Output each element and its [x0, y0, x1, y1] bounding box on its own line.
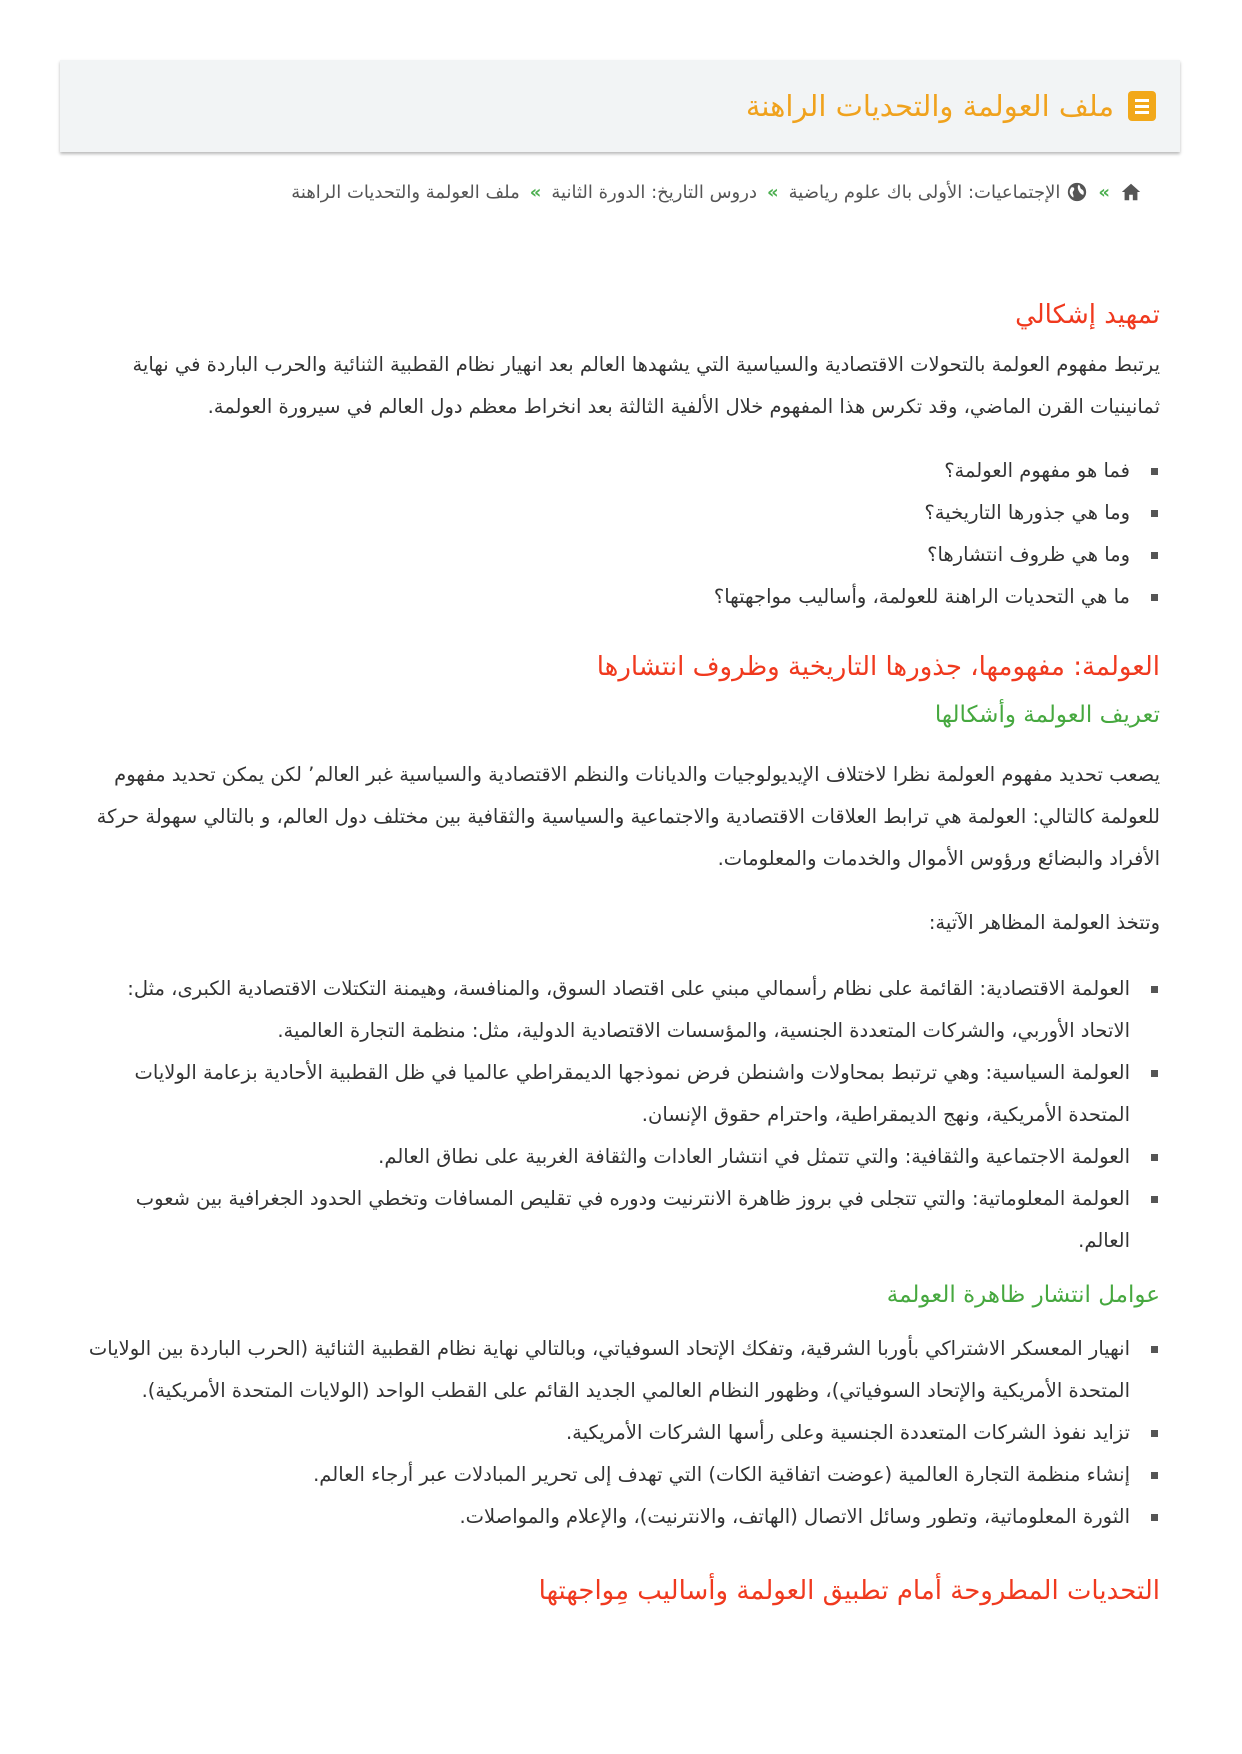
breadcrumb	[291, 177, 1142, 207]
list-item: وما هي ظروف انتشارها؟	[80, 534, 1130, 576]
breadcrumb-separator: »	[1098, 181, 1110, 203]
intro-paragraph: يرتبط مفهوم العولمة بالتحولات الاقتصادية والسياسية التي يشهدها العالم بعد انهيار نظام القطبية الثنائية والحرب الباردة في نهاية ثمانينيات القرن الماضي، وقد تكرس هذا المفهوم خلال الألفية الثالثة بعد انخراط معظم دول العالم في سيرورة العولمة.	[132, 353, 1160, 418]
breadcrumb-item[interactable]: الإجتماعيات: الأولى باك علوم رياضية	[788, 181, 1061, 203]
breadcrumb-separator: »	[766, 181, 779, 203]
list-item: انهيار المعسكر الاشتراكي بأوربا الشرقية، وتفكك الإتحاد السوفياتي، وبالتالي نهاية نظام القطبية الثنائية (الحرب الباردة بين الولايات المتحدة الأمريكية والإتحاد السوفياتي)، وظهور النظام العالمي الجديد القائم على القطب الواحد (الولايات المتحدة الأمريكية).	[80, 1328, 1130, 1412]
section2-heading: التحديات المطروحة أمام تطبيق العولمة وأساليب مِواجهتها	[538, 1576, 1160, 1606]
list-item: الثورة المعلوماتية، وتطور وسائل الاتصال (الهاتف، والانترنيت)، والإعلام والمواصلات.	[80, 1496, 1130, 1538]
aspects-list	[80, 968, 1160, 1262]
breadcrumb-item[interactable]: دروس التاريخ: الدورة الثانية	[551, 181, 757, 203]
definition-paragraph: يصعب تحديد مفهوم العولمة نظرا لاختلاف الإيديولوجيات والديانات والنظم الاقتصادية والسياسية غبر العالم’ لكن يمكن تحديد مفهوم للعولمة كالتالي: العولمة هي ترابط العلاقات الاقتصادية والاجتماعية والسياسية والثقافية بين مختلف دول العالم، و بالتالي سهولة حركة الأفراد والبضائع ورؤوس الأموال والخدمات والمعلومات.	[96, 763, 1160, 870]
list-item: العولمة المعلوماتية: والتي تتجلى في بروز ظاهرة الانترنيت ودوره في تقليص المسافات وتخطي الحدود الجغرافية بين شعوب العالم.	[80, 1178, 1130, 1262]
intro-heading: تمهيد إشكالي	[1015, 300, 1160, 330]
list-item: تزايد نفوذ الشركات المتعددة الجنسية وعلى رأسها الشركات الأمريكية.	[80, 1412, 1130, 1454]
list-item: فما هو مفهوم العولمة؟	[80, 450, 1130, 492]
globe-icon	[1066, 181, 1088, 203]
document-icon	[1128, 91, 1156, 121]
list-item: العولمة السياسية: وهي ترتبط بمحاولات واشنطن فرض نموذجها الديمقراطي عالميا في ظل القطبية الأحادية بزعامة الولايات المتحدة الأمريكية، ونهج الديمقراطية، واحترام حقوق الإنسان.	[80, 1052, 1130, 1136]
list-item: وما هي جذورها التاريخية؟	[80, 492, 1130, 534]
page-title: ملف العولمة والتحديات الراهنة	[745, 89, 1114, 123]
breadcrumb-current: ملف العولمة والتحديات الراهنة	[291, 181, 520, 203]
breadcrumb-separator: »	[529, 181, 542, 203]
definition-heading: تعريف العولمة وأشكالها	[934, 702, 1160, 728]
article-body	[80, 294, 1160, 1612]
list-item: العولمة الاقتصادية: القائمة على نظام رأسمالي مبني على اقتصاد السوق، والمنافسة، وهيمنة التكتلات الاقتصادية الكبرى، مثل: الاتحاد الأوربي، والشركات المتعددة الجنسية، والمؤسسات الاقتصادية الدولية، مثل: منظمة التجارة العالمية.	[80, 968, 1130, 1052]
list-item: ما هي التحديات الراهنة للعولمة، وأساليب مواجهتها؟	[80, 576, 1130, 618]
section1-heading: العولمة: مفهومها، جذورها التاريخية وظروف انتشارها	[596, 652, 1160, 682]
intro-questions-list	[80, 450, 1160, 618]
list-item: العولمة الاجتماعية والثقافية: والتي تتمثل في انتشار العادات والثقافة الغربية على نطاق العالم.	[80, 1136, 1130, 1178]
list-item: إنشاء منظمة التجارة العالمية (عوضت اتفاقية الكات) التي تهدف إلى تحرير المبادلات عبر أرجاء العالم.	[80, 1454, 1130, 1496]
factors-heading: عوامل انتشار ظاهرة العولمة	[886, 1282, 1160, 1308]
aspects-intro: وتتخذ العولمة المظاهر الآتية:	[928, 911, 1160, 934]
factors-list	[80, 1328, 1160, 1538]
home-icon[interactable]	[1120, 181, 1142, 203]
page-header	[60, 60, 1180, 152]
